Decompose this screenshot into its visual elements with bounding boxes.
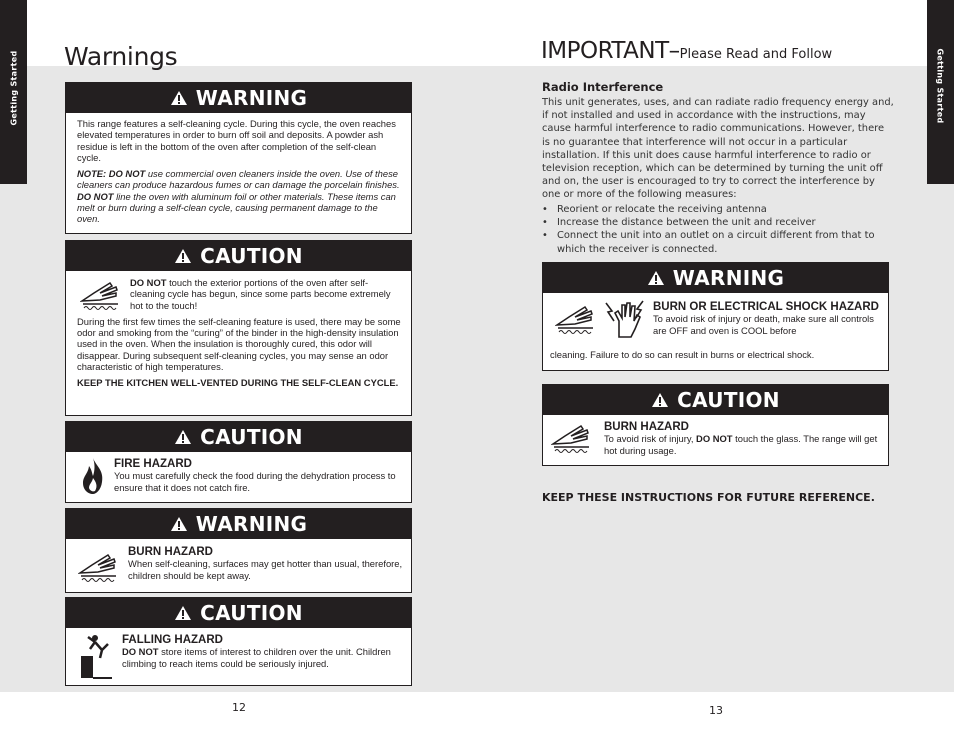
page-number-right: 13 — [709, 704, 723, 717]
shock-hazard-text-b: cleaning. Failure to do so can result in burns or electrical shock. — [550, 349, 815, 360]
glass-burn-text — [604, 433, 882, 456]
side-tab-right — [927, 0, 954, 184]
hot-surface-hand-icon — [551, 422, 591, 460]
warning-box-self-clean — [65, 82, 412, 234]
alert-triangle-icon — [170, 516, 188, 532]
important-title: IMPORTANT– — [541, 38, 680, 64]
exterior-hot-line: touch the exterior portions of the oven after self-cleaning cycle has begun, since some parts become extremely hot to the touch! — [130, 277, 391, 311]
hot-surface-hand-icon — [80, 279, 120, 317]
electric-shock-hand-icon — [603, 299, 647, 343]
caution-box-fire-hazard — [65, 421, 412, 503]
alert-triangle-icon — [174, 429, 192, 445]
caution-header — [66, 598, 411, 628]
caution-header — [66, 241, 411, 271]
glass-burn-line-2: touch the glass. The range will get hot during usage. — [604, 433, 878, 456]
alert-triangle-icon — [647, 270, 665, 286]
curing-odor-text: During the first few times the self-cleaning feature is used, there may be some odor and smoking from the “curing” of the binder in the high-density insulation used in the oven. When the insulation is thoroughly cured, this odor will disappear. During subsequent self-cleaning cycles, you may sense an odor characteristic of high temperatures. — [77, 315, 401, 373]
alert-triangle-icon — [651, 392, 669, 408]
warning-box-shock-hazard — [542, 262, 889, 371]
alert-triangle-icon — [170, 90, 188, 106]
caution-box-glass-burn — [542, 384, 889, 466]
falling-hazard-title: FALLING HAZARD — [122, 634, 223, 646]
burn-hazard-title: BURN HAZARD — [128, 546, 213, 558]
hot-surface-hand-icon — [78, 551, 118, 589]
keep-instructions-note: KEEP THESE INSTRUCTIONS FOR FUTURE REFERENCE. — [542, 491, 875, 504]
glass-burn-line: To avoid risk of injury, — [604, 433, 697, 444]
fire-icon — [80, 456, 106, 500]
warning-header — [66, 83, 411, 113]
list-item: • Increase the distance between the unit and receiver — [542, 216, 894, 229]
warning-box-burn-hazard — [65, 508, 412, 593]
note-donot: DO NOT — [77, 190, 114, 202]
oven-cleaner-note — [77, 168, 401, 224]
caution-heading: CAUTION — [677, 388, 780, 412]
warning-heading: WARNING — [195, 86, 308, 110]
warning-heading: WARNING — [672, 266, 785, 290]
list-item: • Reorient or relocate the receiving antenna — [542, 203, 894, 216]
side-tab-left — [0, 0, 27, 184]
caution-box-falling-hazard — [65, 597, 412, 686]
page-title-left: Warnings — [64, 42, 178, 71]
radio-interference-heading: Radio Interference — [542, 80, 664, 94]
exterior-hot-text — [130, 277, 401, 311]
donot-label: DO NOT — [696, 433, 733, 444]
warning-header — [66, 509, 411, 539]
alert-triangle-icon — [174, 605, 192, 621]
glass-burn-title: BURN HAZARD — [604, 421, 689, 433]
list-item: • Connect the unit into an outlet on a circuit different from that to which the receiver is connected. — [542, 229, 894, 255]
note-text: use commercial oven cleaners inside the oven. Use of these cleaners can produce hazardous fumes or can damage the porcelain finishes. — [77, 168, 400, 191]
note-label: NOTE: DO NOT — [77, 168, 146, 180]
falling-hazard-text — [122, 646, 406, 669]
note-text-2: line the oven with aluminum foil or other materials. These items can melt or burn during a self-clean cycle, causing permanent damage to the oven. — [77, 190, 396, 225]
caution-heading: CAUTION — [200, 244, 303, 268]
radio-interference-body: This unit generates, uses, and can radiate radio frequency energy and, if not installed and used in accordance with the instructions, may cause harmful interference to radio communications. However, there is no guarantee that interference will not occur in a particular installation. If this unit does cause harmful interference to radio or television reception, which can be determined by turning the unit off and on, the user is encouraged to try to correct the interference by one or more of the following measures: — [542, 97, 894, 201]
caution-heading: CAUTION — [200, 425, 303, 449]
hot-surface-hand-icon — [555, 303, 595, 341]
warning-header — [543, 263, 888, 293]
kitchen-vent-note: KEEP THE KITCHEN WELL-VENTED DURING THE SELF-CLEAN CYCLE. — [77, 377, 399, 389]
caution-box-exterior-hot — [65, 240, 412, 416]
fire-hazard-title: FIRE HAZARD — [114, 458, 192, 470]
caution-header — [543, 385, 888, 415]
shock-hazard-title: BURN OR ELECTRICAL SHOCK HAZARD — [653, 301, 879, 313]
alert-triangle-icon — [174, 248, 192, 264]
caution-heading: CAUTION — [200, 601, 303, 625]
shock-hazard-text-a: To avoid risk of injury or death, make sure all controls are OFF and oven is COOL before — [653, 313, 874, 336]
caution-header — [66, 422, 411, 452]
falling-person-icon — [78, 632, 118, 684]
self-clean-description: This range features a self-cleaning cycle. During this cycle, the oven reaches elevated temperatures in order to burn off soil and deposits. A powder ash residue is left in the bottom of the oven after completion of the self-clean cycle. — [77, 118, 396, 163]
falling-hazard-line: store items of interest to children over the unit. Children climbing to reach items could be seriously injured. — [122, 646, 391, 669]
burn-hazard-text: When self-cleaning, surfaces may get hotter than usual, therefore, children should be kept away. — [128, 558, 403, 581]
donot-label: DO NOT — [122, 646, 159, 657]
page-number-left: 12 — [232, 701, 246, 714]
page-title-right — [541, 38, 832, 64]
side-tab-left-label: Getting Started — [9, 50, 19, 126]
measures-list — [542, 203, 894, 256]
fire-hazard-text: You must carefully check the food during the dehydration process to ensure that it does not catch fire. — [114, 470, 396, 493]
warning-heading: WARNING — [195, 512, 308, 536]
side-tab-right-label: Getting Started — [935, 48, 945, 124]
donot-label: DO NOT — [130, 277, 167, 288]
important-subtitle: Please Read and Follow — [679, 47, 833, 62]
